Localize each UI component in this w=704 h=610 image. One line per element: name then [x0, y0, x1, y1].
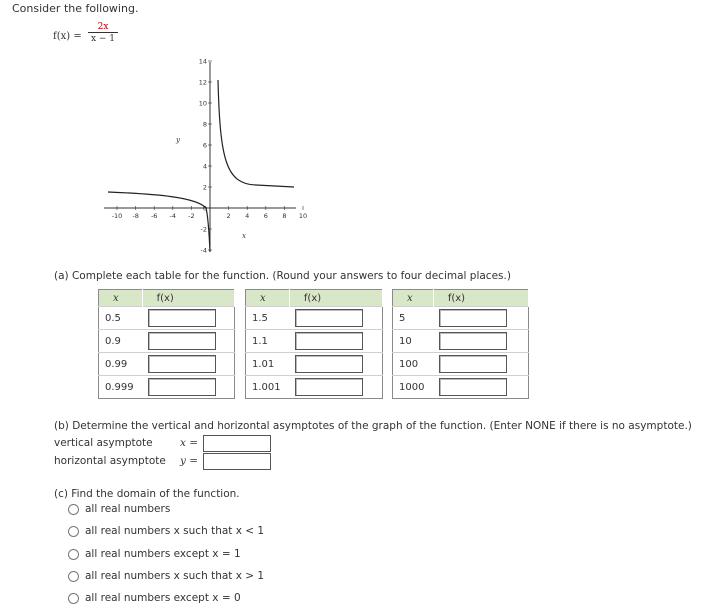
- horizontal-asymptote-input[interactable]: [203, 453, 271, 470]
- vertical-asymptote-label: vertical asymptote: [54, 437, 153, 449]
- x-tick-label: -4: [169, 212, 177, 220]
- y-tick-label: 6: [202, 141, 207, 150]
- y-tick-label: 2: [202, 183, 207, 192]
- radio-button[interactable]: [68, 526, 79, 537]
- table-1: [98, 289, 235, 399]
- x-value: 0.999: [99, 376, 143, 399]
- col-x-header: x: [246, 290, 290, 307]
- fx-input[interactable]: [295, 332, 363, 350]
- x-value: 100: [393, 353, 434, 376]
- function-numerator: 2x: [88, 22, 118, 33]
- vertical-asymptote-var: x =: [180, 437, 199, 449]
- radio-button[interactable]: [68, 571, 79, 582]
- y-tick-label: -2: [200, 225, 207, 234]
- col-x-header: x: [393, 290, 434, 307]
- vertical-asymptote-input[interactable]: [203, 435, 271, 452]
- x-tick-label: -8: [132, 212, 139, 220]
- fx-input[interactable]: [295, 355, 363, 373]
- x-tick-label: 8: [282, 212, 287, 220]
- y-tick-label: -4: [200, 246, 207, 255]
- part-c-prompt: (c) Find the domain of the function.: [54, 488, 240, 500]
- fx-input[interactable]: [439, 355, 507, 373]
- radio-button[interactable]: [68, 593, 79, 604]
- x-value: 0.9: [99, 330, 143, 353]
- horizontal-asymptote-label: horizontal asymptote: [54, 455, 166, 467]
- y-tick-label: 8: [202, 120, 207, 129]
- domain-option[interactable]: all real numbers: [68, 503, 170, 515]
- function-graph: [96, 57, 308, 260]
- x-value: 1.5: [246, 307, 290, 330]
- y-tick-label: 4: [202, 162, 207, 171]
- x-tick-label: -10: [111, 212, 123, 220]
- x-value: 1.001: [246, 376, 290, 399]
- fx-input[interactable]: [148, 332, 216, 350]
- fx-input[interactable]: [439, 332, 507, 350]
- domain-option[interactable]: all real numbers x such that x < 1: [68, 525, 264, 537]
- function-fraction: [88, 22, 118, 44]
- radio-button[interactable]: [68, 504, 79, 515]
- col-x-header: x: [99, 290, 143, 307]
- table-3: [392, 289, 529, 399]
- domain-option[interactable]: all real numbers except x = 0: [68, 592, 241, 604]
- y-tick-label: 10: [198, 99, 207, 108]
- horizontal-asymptote-var: y =: [180, 455, 199, 467]
- x-tick-label: 10: [298, 212, 308, 220]
- x-tick-label: -2: [188, 212, 195, 220]
- table-2: [245, 289, 383, 399]
- x-tick-label: 6: [263, 212, 268, 220]
- fx-input[interactable]: [148, 355, 216, 373]
- curve-left-branch: [108, 192, 210, 252]
- y-tick-label: 14: [198, 57, 207, 66]
- x-value: 10: [393, 330, 434, 353]
- col-fx-header: f(x): [289, 290, 382, 307]
- x-value: 5: [393, 307, 434, 330]
- x-axis-label: x: [242, 232, 246, 240]
- x-tick-label: 2: [226, 212, 231, 220]
- x-value: 0.5: [99, 307, 143, 330]
- fx-input[interactable]: [295, 378, 363, 396]
- x-value: 1000: [393, 376, 434, 399]
- x-tick-label: 4: [245, 212, 250, 220]
- fx-input[interactable]: [148, 309, 216, 327]
- domain-option[interactable]: all real numbers except x = 1: [68, 548, 241, 560]
- radio-button[interactable]: [68, 549, 79, 560]
- x-value: 0.99: [99, 353, 143, 376]
- function-label: f(x) =: [53, 31, 82, 42]
- col-fx-header: f(x): [433, 290, 528, 307]
- fx-input[interactable]: [148, 378, 216, 396]
- intro-text: Consider the following.: [12, 2, 139, 15]
- part-a-prompt: (a) Complete each table for the function. (Round your answers to four decimal places.): [54, 270, 511, 282]
- fx-input[interactable]: [439, 309, 507, 327]
- x-value: 1.01: [246, 353, 290, 376]
- y-axis-label: y: [176, 136, 180, 144]
- part-b-prompt: (b) Determine the vertical and horizontal asymptotes of the graph of the function. (Enter NONE if there is no asymptote.): [54, 420, 692, 432]
- fx-input[interactable]: [439, 378, 507, 396]
- domain-option[interactable]: all real numbers x such that x > 1: [68, 570, 264, 582]
- curve-right-branch: [218, 80, 294, 187]
- x-tick-label: -6: [150, 212, 158, 220]
- y-tick-label: 0: [202, 204, 207, 213]
- function-denominator: x − 1: [90, 34, 116, 44]
- col-fx-header: f(x): [142, 290, 234, 307]
- x-value: 1.1: [246, 330, 290, 353]
- fx-input[interactable]: [295, 309, 363, 327]
- y-tick-label: 12: [198, 78, 207, 87]
